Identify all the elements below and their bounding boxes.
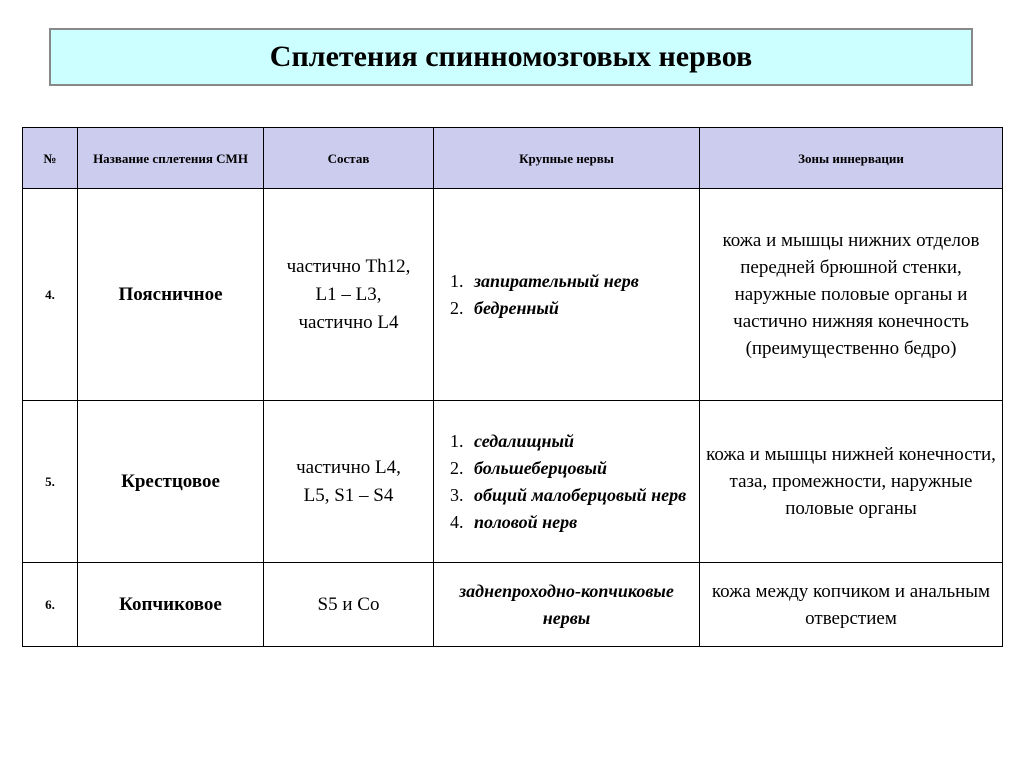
table-header-row (23, 128, 1003, 189)
major-nerves: заднепроходно-копчиковые нервы (434, 563, 700, 647)
plexus-table (22, 127, 1003, 647)
table-row (23, 563, 1003, 647)
plexus-composition (264, 401, 434, 563)
composition-line: частично L4, (296, 456, 401, 478)
row-num: 4. (23, 189, 78, 401)
composition-line: L5, S1 – S4 (303, 484, 394, 506)
header-composition: Состав (264, 128, 434, 189)
innervation-zones: кожа и мышцы нижней конечности, таза, промежности, наружные половые органы (700, 401, 1003, 563)
header-zones: Зоны иннервации (700, 128, 1003, 189)
header-num: № (23, 128, 78, 189)
row-num: 5. (23, 401, 78, 563)
nerve-item: 1. запирательный нерв (468, 268, 699, 295)
nerve-item: 4. половой нерв (468, 509, 699, 536)
nerve-item: 3. общий малоберцовый нерв (468, 482, 699, 509)
innervation-zones: кожа и мышцы нижних отделов передней брюшной стенки, наружные половые органы и частично нижняя конечность (преимущественно бедро) (700, 189, 1003, 401)
slide-title: Сплетения спинномозговых нервов (49, 28, 973, 86)
plexus-composition (264, 189, 434, 401)
nerve-item: 2. большеберцовый (468, 455, 699, 482)
plexus-composition (264, 563, 434, 647)
nerve-list (434, 268, 699, 322)
plexus-name: Крестцовое (78, 401, 264, 563)
composition-line: частично Th12, (286, 255, 411, 277)
table-row (23, 189, 1003, 401)
table-row (23, 401, 1003, 563)
composition-line: частично L4 (298, 311, 399, 333)
composition-line: S5 и Co (317, 593, 380, 615)
composition-line: L1 – L3, (315, 283, 382, 305)
nerve-list (434, 428, 699, 536)
nerve-item: 1. седалищный (468, 428, 699, 455)
row-num: 6. (23, 563, 78, 647)
plexus-name: Копчиковое (78, 563, 264, 647)
nerve-item: 2. бедренный (468, 295, 699, 322)
header-name: Название сплетения СМН (78, 128, 264, 189)
plexus-name: Поясничное (78, 189, 264, 401)
major-nerves (434, 401, 700, 563)
innervation-zones: кожа между копчиком и анальным отверстием (700, 563, 1003, 647)
major-nerves (434, 189, 700, 401)
header-nerves: Крупные нервы (434, 128, 700, 189)
